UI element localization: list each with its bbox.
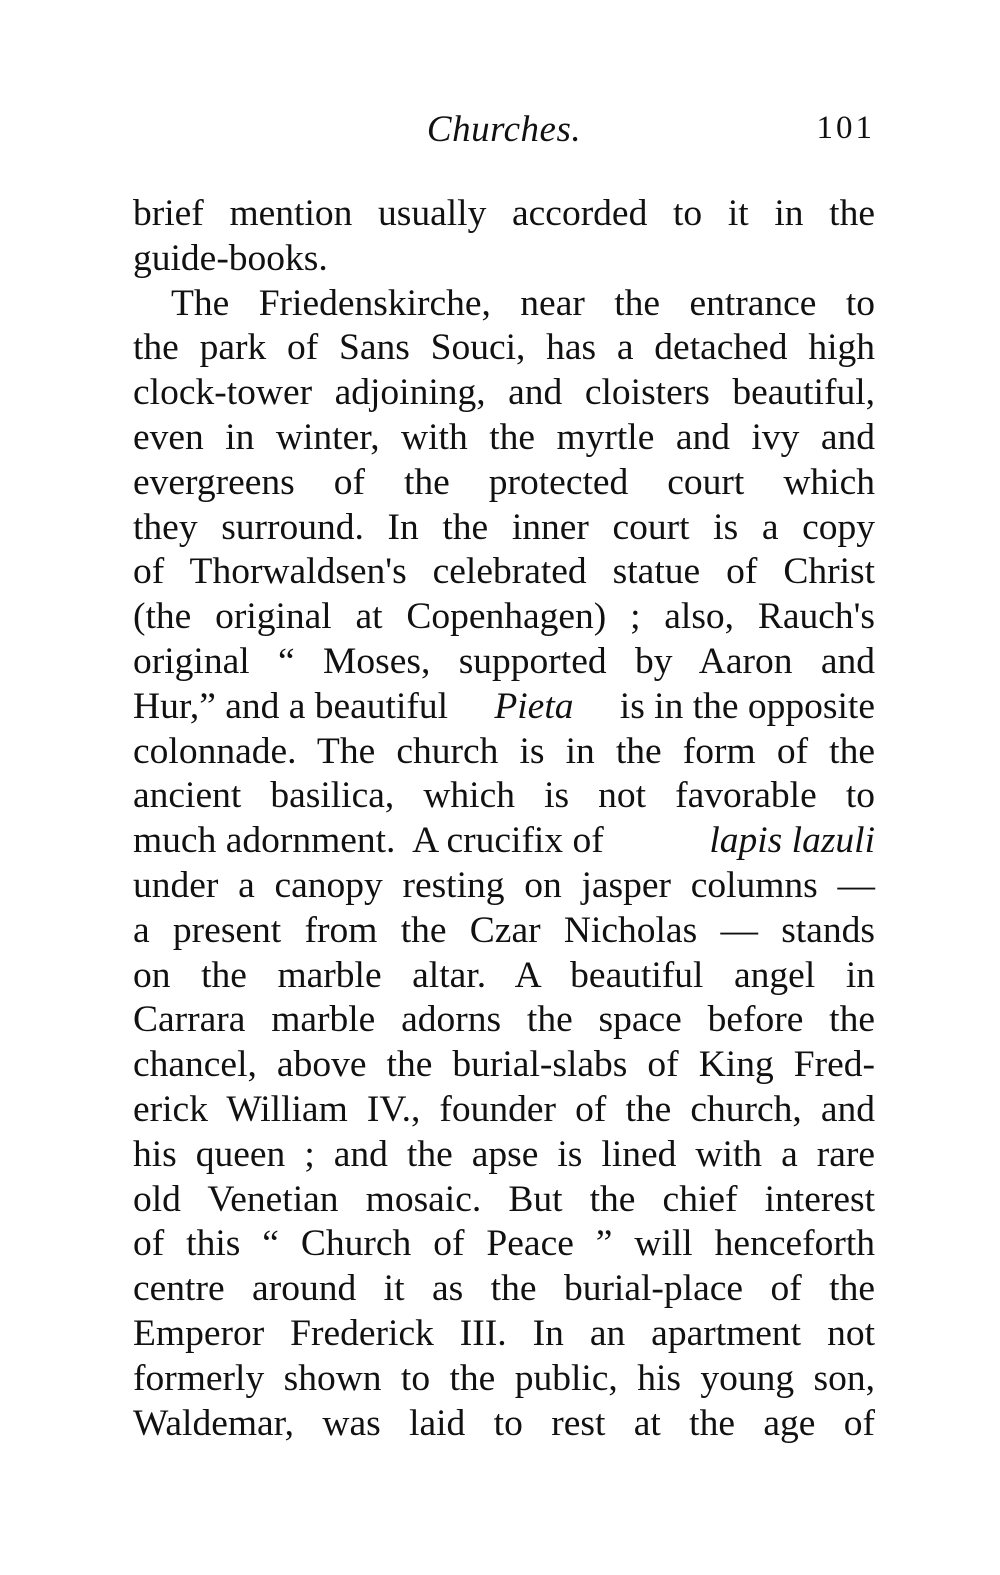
text-line: of this “ Church of Peace ” will henceforth (133, 1223, 875, 1265)
text-line: even in winter, with the myrtle and ivy and (133, 416, 875, 458)
text-line: colonnade. The church is in the form of the (133, 730, 875, 772)
text-segment: much adornment. A crucifix of (133, 820, 604, 862)
text-segment: is in the opposite (619, 685, 875, 727)
text-line: ancient basilica, which is not favorable to (133, 775, 875, 817)
text-line (133, 819, 875, 864)
text-line: of Thorwaldsen's celebrated statue of Christ (133, 551, 875, 593)
text-line: Carrara marble adorns the space before the (133, 999, 875, 1041)
running-head (133, 108, 875, 158)
text-line: on the marble altar. A beautiful angel in (133, 954, 875, 996)
text-line: guide-books. (133, 237, 328, 279)
page-number: 101 (816, 110, 875, 146)
text-line: they surround. In the inner court is a copy (133, 506, 875, 548)
text-line: The Friedenskirche, near the entrance to (171, 282, 875, 324)
text-line: erick William IV., founder of the church, and (133, 1088, 875, 1130)
text-line (133, 685, 875, 730)
text-line: centre around it as the burial-place of the (133, 1268, 875, 1310)
running-title: Churches. (426, 109, 582, 150)
text-line: (the original at Copenhagen) ; also, Rauch's (133, 596, 875, 638)
text-segment-italic: lapis lazuli (709, 820, 875, 862)
text-line: brief mention usually accorded to it in the (133, 193, 875, 234)
text-line: chancel, above the burial-slabs of King Fred- (133, 1044, 875, 1086)
text-line: original “ Moses, supported by Aaron and (133, 640, 875, 682)
text-line: Emperor Frederick III. In an apartment not (133, 1312, 875, 1354)
text-line: Waldemar, was laid to rest at the age of (133, 1402, 875, 1444)
text-line: clock-tower adjoining, and cloisters beautiful, (133, 372, 875, 414)
text-segment: Hur,” and a beautiful (133, 685, 449, 727)
body-text (133, 192, 875, 1446)
text-line: a present from the Czar Nicholas — stands (133, 909, 875, 951)
text-segment-italic: Pieta (494, 685, 574, 727)
text-line: old Venetian mosaic. But the chief interest (133, 1178, 875, 1220)
text-line: his queen ; and the apse is lined with a rare (133, 1133, 875, 1175)
text-line: formerly shown to the public, his young son, (133, 1357, 875, 1399)
text-line: evergreens of the protected court which (133, 461, 875, 503)
text-line: under a canopy resting on jasper columns — (133, 864, 875, 906)
text-line: the park of Sans Souci, has a detached high (133, 327, 875, 369)
